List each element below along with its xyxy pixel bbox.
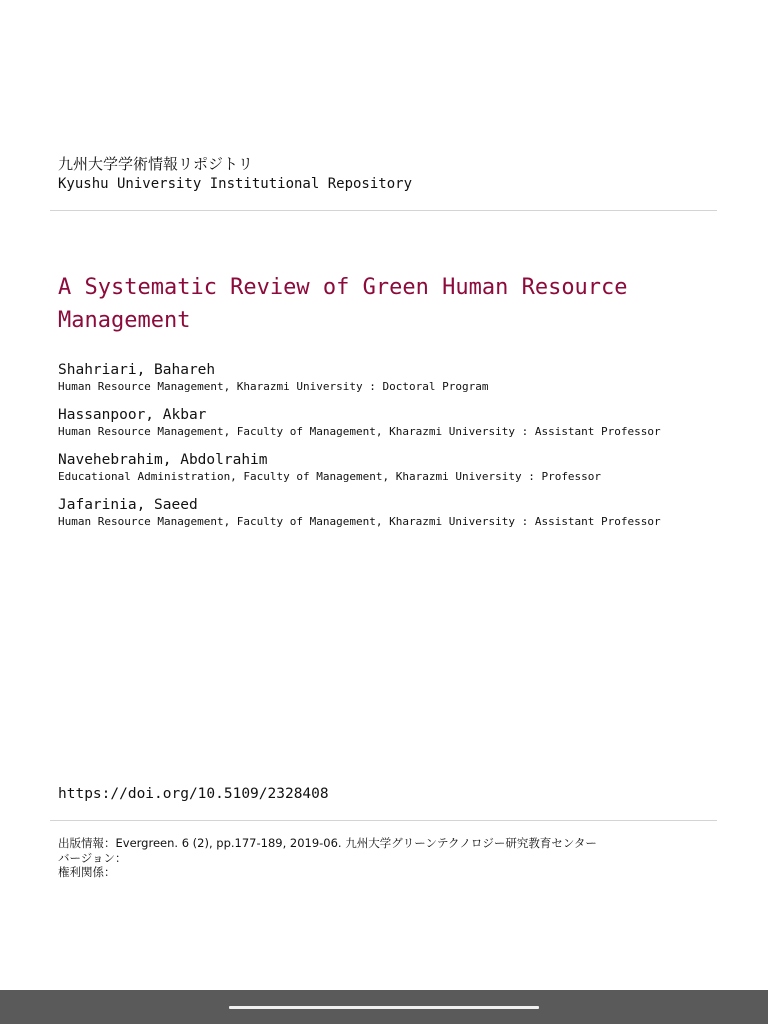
page-scrollbar[interactable] — [229, 1006, 539, 1009]
doi-link[interactable]: https://doi.org/10.5109/2328408 — [58, 786, 329, 802]
author-affiliation: Human Resource Management, Kharazmi University : Doctoral Program — [58, 380, 489, 393]
version-label: バージョン： — [58, 850, 127, 865]
author-name: Shahriari, Bahareh — [58, 362, 216, 378]
repository-header — [58, 154, 412, 194]
author-entry — [58, 406, 738, 439]
author-entry — [58, 496, 738, 529]
author-name: Hassanpoor, Akbar — [58, 407, 207, 423]
author-affiliation: Human Resource Management, Faculty of Management, Kharazmi University : Assistant Professor — [58, 515, 661, 528]
header-divider — [50, 210, 717, 211]
publisher-row — [58, 836, 758, 851]
publisher-value: Evergreen. 6 (2), pp.177-189, 2019-06. 九州大学グリーンテクノロジー研究教育センター — [115, 836, 597, 850]
rights-label: 権利関係： — [58, 865, 116, 879]
author-entry — [58, 361, 738, 394]
version-row — [58, 851, 758, 866]
author-name: Navehebrahim, Abdolrahim — [58, 452, 268, 468]
author-list — [58, 361, 738, 541]
repository-name-en: Kyushu University Institutional Repository — [58, 176, 413, 192]
author-entry — [58, 451, 738, 484]
rights-row — [58, 865, 758, 880]
publisher-label: 出版情報： — [58, 836, 116, 850]
repository-name-ja: 九州大学学術情報リポジトリ — [58, 155, 254, 173]
author-affiliation: Human Resource Management, Faculty of Management, Kharazmi University : Assistant Professor — [58, 425, 661, 438]
footer-divider — [50, 820, 717, 821]
author-name: Jafarinia, Saeed — [58, 497, 198, 513]
paper-title: A Systematic Review of Green Human Resource Management — [58, 275, 628, 333]
publication-info — [58, 836, 758, 880]
author-affiliation: Educational Administration, Faculty of Management, Kharazmi University : Professor — [58, 470, 602, 483]
